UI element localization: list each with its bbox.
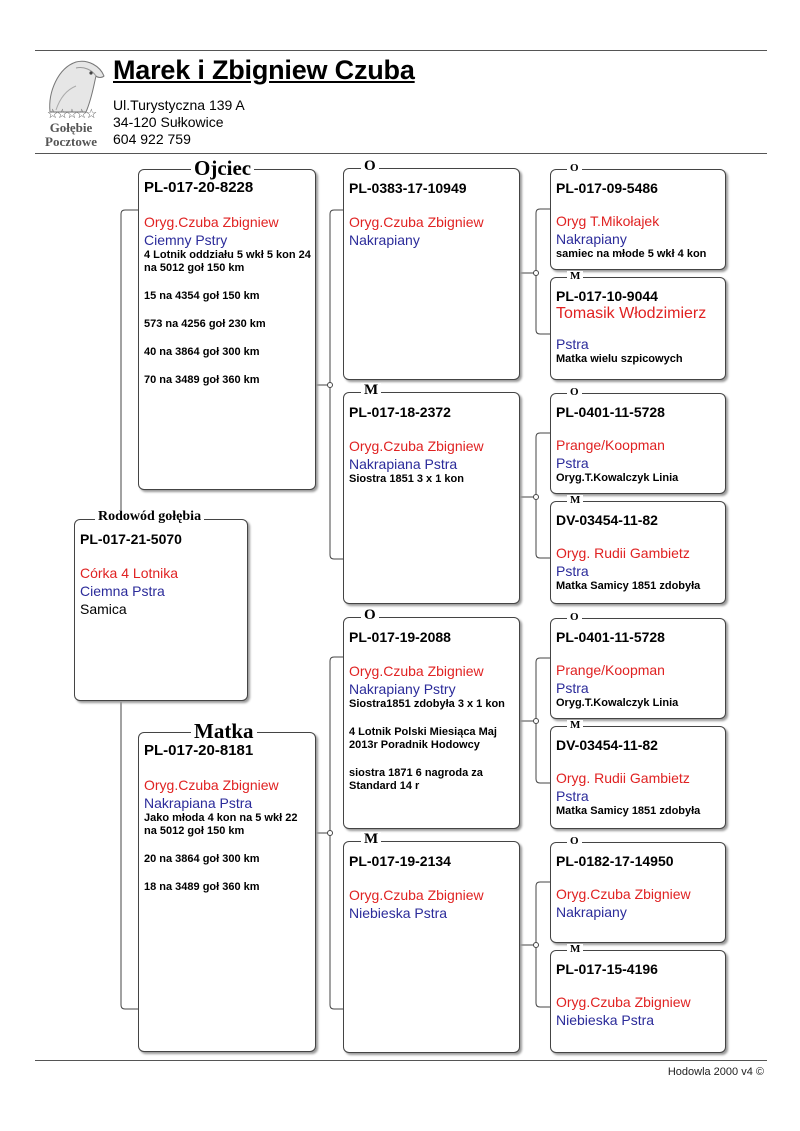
sdd-origin: Oryg. Rudii Gambietz: [556, 545, 690, 561]
ddd-color: Niebieska Pstra: [556, 1012, 655, 1028]
sire-sire-color: Nakrapiany: [349, 232, 420, 248]
dds-color: Nakrapiany: [556, 904, 627, 920]
ssd-label: M: [567, 271, 583, 282]
sire-card[interactable]: [138, 169, 316, 490]
dam-dam-origin: Oryg.Czuba Zbigniew: [349, 887, 484, 903]
dss-ring-number: PL-0401-11-5728: [556, 629, 665, 645]
ddd-card[interactable]: [550, 950, 726, 1053]
subject-ring-number: PL-017-21-5070: [80, 531, 182, 547]
sdd-label: M: [567, 495, 583, 506]
dss-card[interactable]: [550, 618, 726, 719]
dam-label: Matka: [191, 721, 257, 742]
sss-note: samiec na młode 5 wkł 4 kon: [556, 248, 707, 260]
dds-origin: Oryg.Czuba Zbigniew: [556, 886, 691, 902]
dam-note: 20 na 3864 goł 300 km: [144, 853, 260, 865]
ssd-note: Matka wielu szpicowych: [556, 353, 683, 365]
dam-dam-card[interactable]: [343, 841, 520, 1053]
dsd-color: Pstra: [556, 788, 589, 804]
sss-ring-number: PL-017-09-5486: [556, 180, 658, 196]
sds-ring-number: PL-0401-11-5728: [556, 404, 665, 420]
sire-dam-label: M: [361, 383, 381, 398]
sire-dam-color: Nakrapiana Pstra: [349, 456, 458, 472]
sire-color: Ciemny Pstry: [144, 232, 228, 248]
dss-note: Oryg.T.Kowalczyk Linia: [556, 697, 679, 709]
sire-label: Ojciec: [191, 158, 254, 179]
footer-rule: [35, 1060, 767, 1061]
ssd-ring-number: PL-017-10-9044: [556, 288, 658, 304]
dss-label: O: [567, 612, 582, 623]
logo-text-line2: Pocztowe: [45, 134, 97, 149]
subject-label: Rodowód gołębia: [95, 510, 204, 524]
sire-dam-ring-number: PL-017-18-2372: [349, 404, 451, 420]
dam-sire-color: Nakrapiany Pstry: [349, 681, 456, 697]
dsd-note: Matka Samicy 1851 zdobyła: [556, 805, 701, 817]
dam-origin: Oryg.Czuba Zbigniew: [144, 777, 279, 793]
subject-card[interactable]: [74, 519, 248, 701]
dam-dam-color: Niebieska Pstra: [349, 905, 448, 921]
sds-color: Pstra: [556, 455, 589, 471]
dam-sire-note: 4 Lotnik Polski Miesiąca Maj 2013r Poradnik Hodowcy: [349, 726, 497, 751]
logo-stars: ☆☆☆☆☆: [46, 106, 96, 121]
sds-card[interactable]: [550, 393, 726, 494]
dam-card[interactable]: [138, 732, 316, 1052]
dss-origin: Prange/Koopman: [556, 662, 665, 678]
ssd-card[interactable]: [550, 277, 726, 380]
sire-note: 15 na 4354 goł 150 km: [144, 290, 260, 302]
dam-color: Nakrapiana Pstra: [144, 795, 253, 811]
ddd-origin: Oryg.Czuba Zbigniew: [556, 994, 691, 1010]
sire-note: 4 Lotnik oddziału 5 wkł 5 kon 24 na 5012 goł 150 km: [144, 249, 311, 274]
dam-sire-note: Siostra1851 zdobyła 3 x 1 kon: [349, 698, 505, 710]
ssd-origin: Tomasik Włodzimierz: [556, 305, 707, 322]
ssd-color: Pstra: [556, 336, 589, 352]
sire-note: 573 na 4256 goł 230 km: [144, 318, 266, 330]
dds-card[interactable]: [550, 842, 726, 943]
sdd-note: Matka Samicy 1851 zdobyła: [556, 580, 701, 592]
address-line-1: Ul.Turystyczna 139 A: [113, 97, 245, 113]
dam-ring-number: PL-017-20-8181: [144, 742, 254, 759]
sire-note: 40 na 3864 goł 300 km: [144, 346, 260, 358]
sss-card[interactable]: [550, 169, 726, 270]
sds-note: Oryg.T.Kowalczyk Linia: [556, 472, 679, 484]
sdd-color: Pstra: [556, 563, 589, 579]
sire-dam-origin: Oryg.Czuba Zbigniew: [349, 438, 484, 454]
dss-color: Pstra: [556, 680, 589, 696]
sss-origin: Oryg T.Mikołajek: [556, 213, 660, 229]
dam-dam-ring-number: PL-017-19-2134: [349, 853, 451, 869]
address-line-2: 34-120 Sułkowice: [113, 114, 224, 130]
footer-software-credit: Hodowla 2000 v4 ©: [667, 1066, 764, 1078]
dds-ring-number: PL-0182-17-14950: [556, 853, 674, 869]
dsd-origin: Oryg. Rudii Gambietz: [556, 770, 690, 786]
sire-sire-origin: Oryg.Czuba Zbigniew: [349, 214, 484, 230]
dam-note: Jako młoda 4 kon na 5 wkł 22 na 5012 goł 150 km: [144, 812, 298, 837]
dam-sire-ring-number: PL-017-19-2088: [349, 629, 451, 645]
sds-label: O: [567, 387, 582, 398]
sire-dam-card[interactable]: [343, 392, 520, 604]
dam-sire-origin: Oryg.Czuba Zbigniew: [349, 663, 484, 679]
sdd-card[interactable]: [550, 501, 726, 604]
ddd-label: M: [567, 944, 583, 955]
sire-ring-number: PL-017-20-8228: [144, 179, 254, 196]
sdd-ring-number: DV-03454-11-82: [556, 512, 658, 528]
sire-dam-note: Siostra 1851 3 x 1 kon: [349, 473, 464, 485]
sire-origin: Oryg.Czuba Zbigniew: [144, 214, 279, 230]
dam-sire-label: O: [361, 608, 379, 623]
sire-note: 70 na 3489 goł 360 km: [144, 374, 260, 386]
sss-label: O: [567, 163, 582, 174]
breeder-name: Marek i Zbigniew Czuba: [113, 55, 415, 85]
sire-notes: [144, 249, 311, 387]
phone-number: 604 922 759: [113, 131, 191, 147]
dds-label: O: [567, 836, 582, 847]
dam-note: 18 na 3489 goł 360 km: [144, 881, 260, 893]
dsd-label: M: [567, 720, 583, 731]
sire-sire-label: O: [361, 159, 379, 174]
dam-sire-note: siostra 1871 6 nagroda za Standard 14 r: [349, 767, 483, 792]
ddd-ring-number: PL-017-15-4196: [556, 961, 658, 977]
dsd-card[interactable]: [550, 726, 726, 829]
logo-text-line1: Gołębie: [49, 120, 93, 135]
sire-sire-card[interactable]: [343, 168, 520, 380]
sds-origin: Prange/Koopman: [556, 437, 665, 453]
dsd-ring-number: DV-03454-11-82: [556, 737, 658, 753]
sss-color: Nakrapiany: [556, 231, 627, 247]
sire-sire-ring-number: PL-0383-17-10949: [349, 180, 467, 196]
subject-color: Ciemna Pstra: [80, 583, 165, 599]
dam-dam-label: M: [361, 832, 381, 847]
subject-origin: Córka 4 Lotnika: [80, 565, 179, 581]
subject-sex: Samica: [80, 601, 127, 617]
dam-notes: [144, 812, 311, 894]
dam-sire-card[interactable]: [343, 617, 520, 829]
